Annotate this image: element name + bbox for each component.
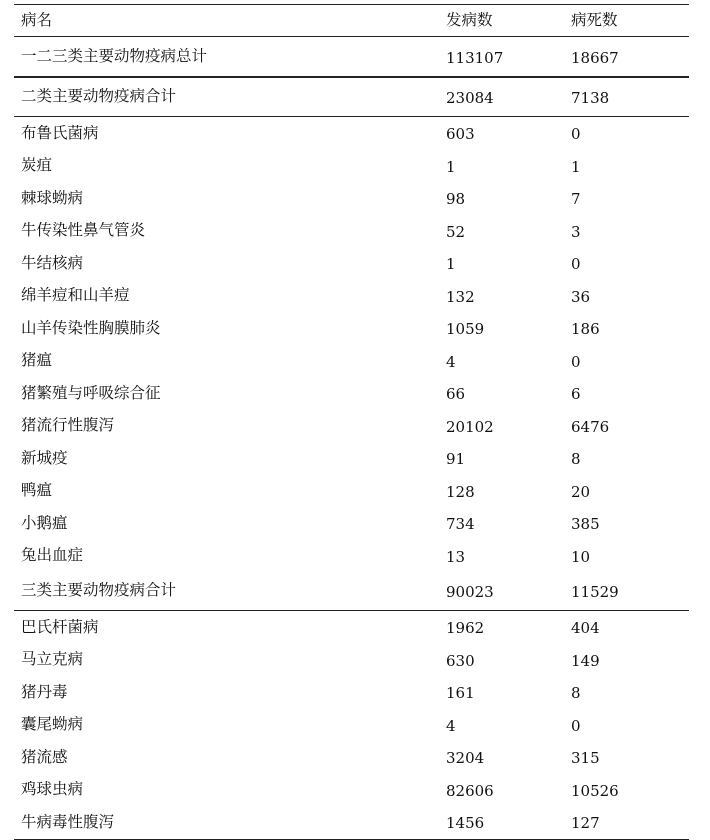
cases-value: 66 — [446, 385, 466, 404]
disease-name: 小鹅瘟 — [21, 513, 68, 532]
deaths-value: 10526 — [571, 781, 619, 800]
grand-total-cases: 113107 — [439, 37, 564, 78]
table-row — [14, 150, 689, 183]
disease-name: 绵羊痘和山羊痘 — [21, 286, 130, 304]
disease-name: 马立克病 — [21, 650, 84, 668]
header-deaths: 病死数 — [564, 5, 689, 37]
deaths-value: 0 — [571, 716, 581, 735]
cases-value: 98 — [446, 190, 466, 209]
grand-total-row — [14, 37, 689, 78]
table-row — [14, 676, 689, 709]
disease-name: 兔出血症 — [21, 546, 84, 564]
class3-subtotal-deaths: 11529 — [564, 572, 689, 611]
disease-name: 猪丹毒 — [21, 682, 68, 701]
table-row — [14, 247, 689, 280]
disease-name: 鸡球虫病 — [21, 780, 84, 798]
deaths-value: 404 — [571, 619, 600, 638]
disease-name: 炭疽 — [21, 156, 53, 174]
table-row — [14, 507, 689, 540]
cases-value: 734 — [446, 515, 475, 534]
cases-value: 1456 — [439, 806, 564, 839]
disease-name: 山羊传染性胸膜肺炎 — [21, 318, 161, 337]
class2-subtotal-name: 二类主要动物疫病合计 — [14, 77, 439, 117]
table-row — [14, 280, 689, 313]
deaths-value: 385 — [571, 515, 600, 534]
deaths-value: 7 — [571, 190, 581, 209]
table-row — [14, 806, 689, 839]
class3-subtotal-row — [14, 572, 689, 611]
cases-value: 82606 — [446, 781, 494, 800]
table-row — [14, 540, 689, 573]
deaths-value: 36 — [571, 287, 591, 306]
table-row — [14, 345, 689, 378]
disease-name: 囊尾蚴病 — [21, 715, 84, 733]
table-row — [14, 312, 689, 345]
table-row — [14, 117, 689, 150]
cases-value: 52 — [446, 222, 466, 241]
deaths-value: 127 — [564, 806, 689, 839]
class2-subtotal-deaths: 7138 — [564, 77, 689, 117]
cases-value: 20102 — [446, 417, 494, 436]
deaths-value: 10 — [571, 547, 591, 566]
disease-name: 鸭瘟 — [21, 481, 53, 499]
table-row — [14, 644, 689, 677]
table-row — [14, 611, 689, 644]
deaths-value: 6476 — [571, 417, 610, 436]
cases-value: 91 — [446, 450, 466, 469]
disease-name: 猪瘟 — [21, 351, 53, 369]
deaths-value: 149 — [571, 651, 600, 670]
cases-value: 630 — [446, 651, 475, 670]
table-row — [14, 709, 689, 742]
cases-value: 4 — [446, 716, 456, 735]
cases-value: 603 — [446, 125, 475, 144]
disease-statistics-table — [14, 4, 689, 840]
deaths-value: 8 — [571, 450, 581, 469]
deaths-value: 8 — [571, 684, 581, 703]
deaths-value: 0 — [571, 255, 581, 274]
deaths-value: 1 — [571, 157, 581, 176]
disease-name: 巴氏杆菌病 — [21, 617, 99, 636]
cases-value: 1 — [446, 157, 456, 176]
grand-total-name: 一二三类主要动物疫病总计 — [14, 37, 439, 78]
deaths-value: 6 — [571, 385, 581, 404]
disease-name: 猪流感 — [21, 747, 68, 766]
header-cases: 发病数 — [439, 5, 564, 37]
deaths-value: 315 — [571, 749, 600, 768]
cases-value: 161 — [446, 684, 475, 703]
grand-total-deaths: 18667 — [564, 37, 689, 78]
table-row — [14, 774, 689, 807]
table-row — [14, 741, 689, 774]
disease-name: 棘球蚴病 — [21, 188, 84, 207]
class3-subtotal-name: 三类主要动物疫病合计 — [14, 572, 439, 611]
deaths-value: 3 — [571, 222, 581, 241]
cases-value: 128 — [446, 482, 475, 501]
class3-subtotal-cases: 90023 — [439, 572, 564, 611]
deaths-value: 20 — [571, 482, 591, 501]
cases-value: 4 — [446, 352, 456, 371]
cases-value: 3204 — [446, 749, 485, 768]
table-body — [14, 5, 689, 840]
class2-subtotal-cases: 23084 — [439, 77, 564, 117]
disease-name: 牛病毒性腹泻 — [14, 806, 439, 839]
disease-name: 布鲁氏菌病 — [21, 123, 99, 142]
cases-value: 13 — [446, 547, 466, 566]
table-row — [14, 442, 689, 475]
header-name: 病名 — [14, 5, 439, 37]
deaths-value: 0 — [571, 352, 581, 371]
table-row — [14, 377, 689, 410]
header-row — [14, 5, 689, 37]
cases-value: 1059 — [446, 320, 485, 339]
table-row — [14, 215, 689, 248]
disease-name: 牛结核病 — [21, 253, 84, 272]
disease-name: 新城疫 — [21, 448, 68, 467]
deaths-value: 186 — [571, 320, 600, 339]
cases-value: 1962 — [446, 619, 485, 638]
deaths-value: 0 — [571, 125, 581, 144]
disease-name: 猪繁殖与呼吸综合征 — [21, 383, 161, 402]
cases-value: 1 — [446, 255, 456, 274]
table-row — [14, 182, 689, 215]
table-row — [14, 475, 689, 508]
disease-name: 牛传染性鼻气管炎 — [21, 221, 146, 239]
disease-name: 猪流行性腹泻 — [21, 416, 115, 434]
cases-value: 132 — [446, 287, 475, 306]
class2-subtotal-row — [14, 77, 689, 117]
table-row — [14, 410, 689, 443]
